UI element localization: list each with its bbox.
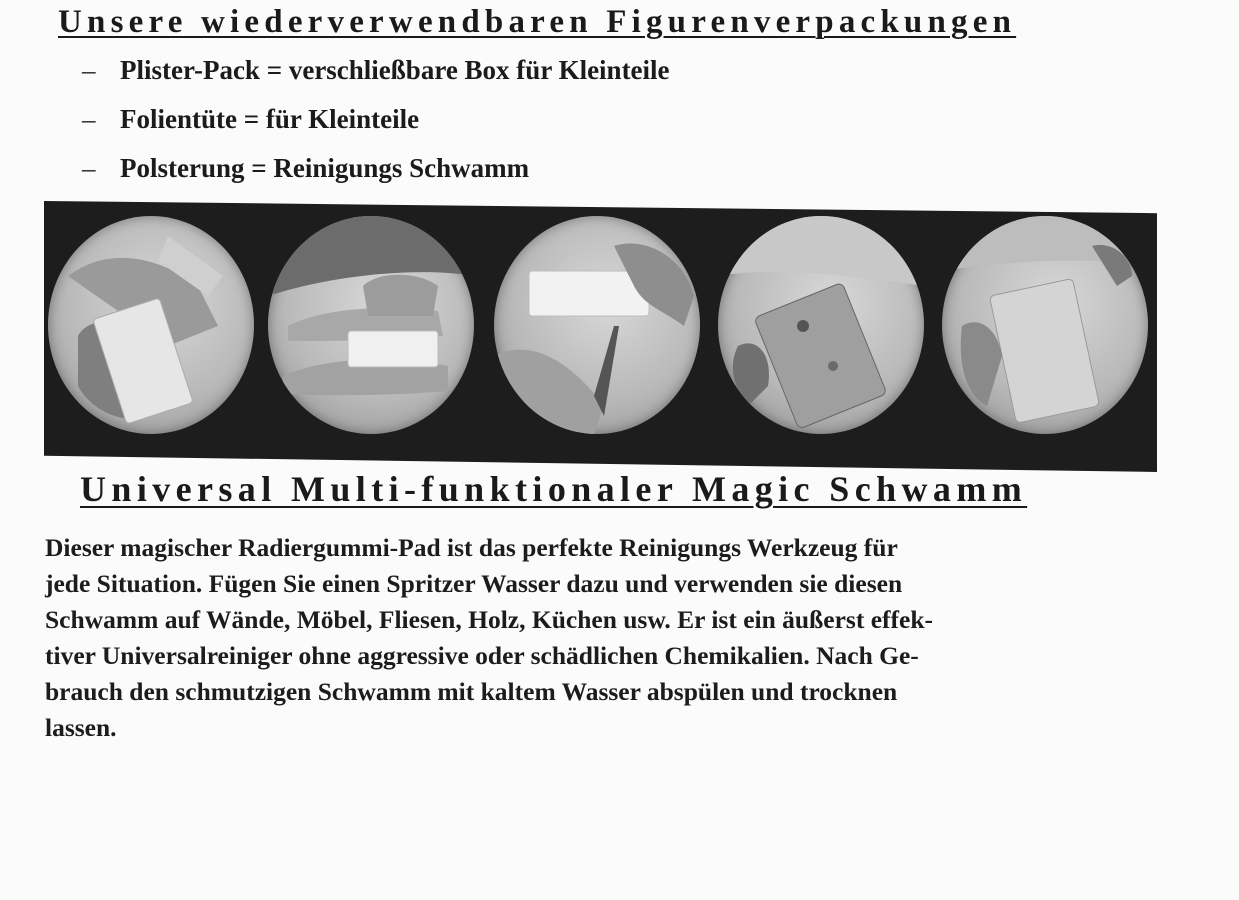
- photo-sponge-in-hand: [48, 216, 254, 434]
- bullet-dash: –: [82, 153, 96, 183]
- paragraph-line: brauch den schmutzigen Schwamm mit kaltem Wasser abspülen und trocknen: [45, 677, 898, 706]
- photo-sponge-between-fingers: [268, 216, 474, 434]
- bullet-dash: –: [82, 104, 96, 134]
- list-item-text: Polsterung = Reinigungs Schwamm: [120, 153, 530, 183]
- list-item-text: Plister-Pack = verschließbare Box für Kleinteile: [120, 55, 670, 85]
- paragraph-line: Schwamm auf Wände, Möbel, Fliesen, Holz, Küchen usw. Er ist ein äußerst effek-: [45, 605, 934, 634]
- list-item-text: Folientüte = für Kleinteile: [120, 104, 420, 134]
- photo-strip: [44, 201, 1157, 472]
- photo-sponge-in-palm: [942, 216, 1148, 434]
- description-paragraph: [45, 530, 933, 746]
- photo-sponge-held-up: [494, 216, 700, 434]
- photo-dirty-sponge: [718, 216, 924, 434]
- paragraph-line: Dieser magischer Radiergummi-Pad ist das perfekte Reinigungs Werkzeug für: [45, 533, 898, 562]
- paragraph-line: tiver Universalreiniger ohne aggressive oder schädlichen Chemikalien. Nach Ge-: [45, 641, 919, 670]
- list-item: [82, 99, 670, 148]
- packaging-list: [82, 50, 670, 197]
- bullet-dash: –: [82, 55, 96, 85]
- list-item: [82, 50, 670, 99]
- paragraph-line: jede Situation. Fügen Sie einen Spritzer Wasser dazu und verwenden sie diesen: [45, 569, 903, 598]
- list-item: [82, 148, 670, 197]
- page-title: Unsere wiederverwendbaren Figurenverpackungen: [58, 4, 1017, 40]
- paragraph-line: lassen.: [45, 713, 117, 742]
- section-heading: Universal Multi-funktionaler Magic Schwamm: [80, 469, 1028, 509]
